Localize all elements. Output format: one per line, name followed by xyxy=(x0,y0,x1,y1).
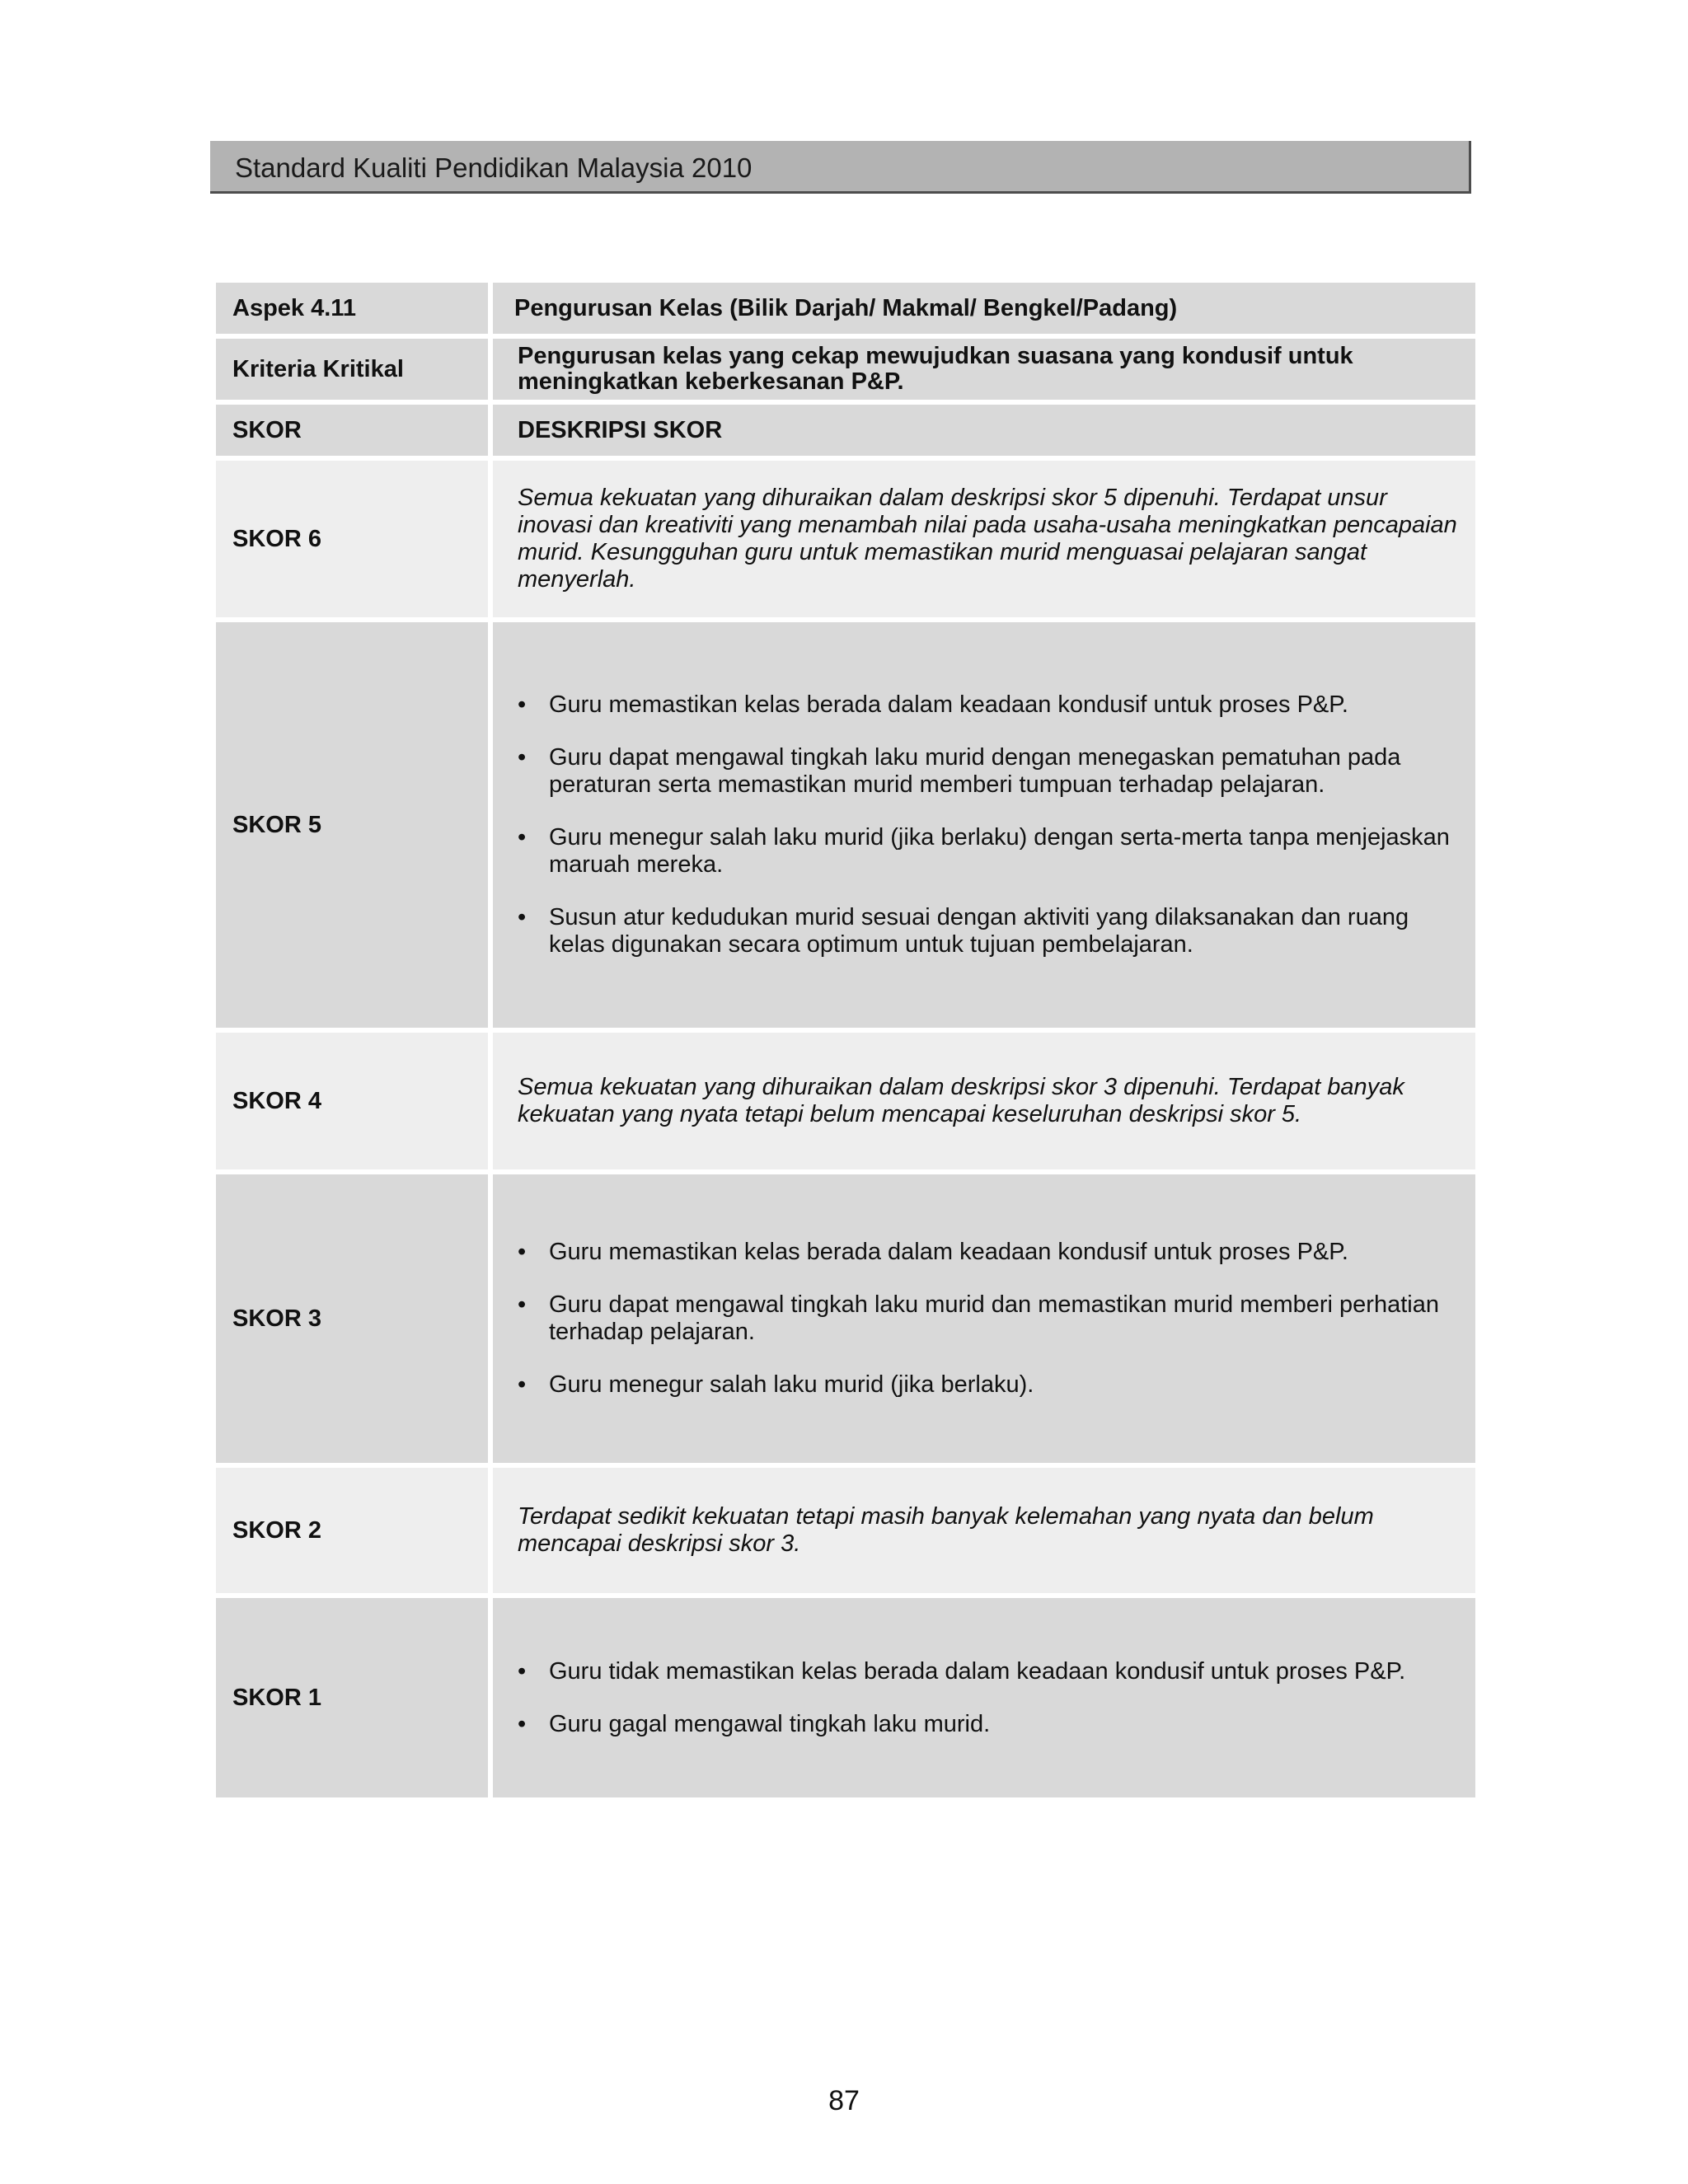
score-label-cell xyxy=(216,1174,488,1463)
bullet-marker: • xyxy=(518,1710,527,1737)
bullet-marker: • xyxy=(518,744,527,771)
bullet-item xyxy=(518,904,1467,958)
score-description-cell xyxy=(493,1598,1475,1797)
score-bullet-list xyxy=(518,1658,1467,1738)
bullet-item xyxy=(518,1658,1467,1685)
bullet-item xyxy=(518,1371,1467,1399)
aspek-value-cell xyxy=(493,283,1475,334)
bullet-marker: • xyxy=(518,691,527,718)
score-label-cell xyxy=(216,1033,488,1169)
score-description-cell xyxy=(493,1033,1475,1169)
bullet-marker: • xyxy=(518,1371,527,1398)
score-description-cell xyxy=(493,622,1475,1028)
score-label: SKOR 6 xyxy=(232,525,321,552)
bullet-item xyxy=(518,1711,1467,1738)
deskripsi-header-cell xyxy=(493,405,1475,456)
bullet-text: Guru gagal mengawal tingkah laku murid. xyxy=(549,1710,991,1737)
score-label-cell xyxy=(216,622,488,1028)
score-description: Semua kekuatan yang dihuraikan dalam deskripsi skor 5 dipenuhi. Terdapat unsur inovasi dan kreativiti yang menambah nilai pada usaha-usaha meningkatkan pencapaian murid. Kesungguhan guru untuk memastikan murid menguasai pelajaran sangat menyerlah. xyxy=(518,485,1457,593)
bullet-marker: • xyxy=(518,824,527,851)
bullet-item xyxy=(518,744,1467,799)
bullet-marker: • xyxy=(518,1291,527,1318)
score-description: Terdapat sedikit kekuatan tetapi masih banyak kelemahan yang nyata dan belum mencapai deskripsi skor 3. xyxy=(518,1503,1374,1557)
aspek-value: Pengurusan Kelas (Bilik Darjah/ Makmal/ Bengkel/Padang) xyxy=(514,294,1178,321)
bullet-text: Guru tidak memastikan kelas berada dalam keadaan kondusif untuk proses P&P. xyxy=(549,1657,1406,1685)
score-description-cell xyxy=(493,1174,1475,1463)
score-label: SKOR 1 xyxy=(232,1684,321,1711)
bullet-marker: • xyxy=(518,1657,527,1685)
score-description-cell xyxy=(493,1468,1475,1593)
score-description-cell xyxy=(493,461,1475,617)
bullet-text: Guru menegur salah laku murid (jika berlaku) dengan serta-merta tanpa menjejaskan maruah mereka. xyxy=(549,824,1450,878)
kriteria-value-cell xyxy=(493,339,1475,400)
kriteria-label: Kriteria Kritikal xyxy=(232,355,404,382)
aspek-label: Aspek 4.11 xyxy=(232,294,356,321)
score-label: SKOR 2 xyxy=(232,1516,321,1544)
skor-header-label: SKOR xyxy=(232,416,302,443)
score-label: SKOR 3 xyxy=(232,1305,321,1332)
bullet-text: Guru memastikan kelas berada dalam keadaan kondusif untuk proses P&P. xyxy=(549,691,1348,718)
bullet-marker: • xyxy=(518,904,527,930)
bullet-text: Guru menegur salah laku murid (jika berlaku). xyxy=(549,1371,1034,1398)
page-number: 87 xyxy=(828,2085,860,2116)
score-label-cell xyxy=(216,461,488,617)
score-description: Semua kekuatan yang dihuraikan dalam deskripsi skor 3 dipenuhi. Terdapat banyak kekuatan yang nyata tetapi belum mencapai keseluruhan deskripsi skor 5. xyxy=(518,1074,1404,1127)
score-bullet-list xyxy=(518,1239,1467,1399)
deskripsi-header-label: DESKRIPSI SKOR xyxy=(518,416,723,443)
bullet-item xyxy=(518,1239,1467,1266)
document-header-title: Standard Kualiti Pendidikan Malaysia 2010 xyxy=(235,152,753,183)
bullet-text: Susun atur kedudukan murid sesuai dengan aktiviti yang dilaksanakan dan ruang kelas digunakan secara optimum untuk tujuan pembelajaran. xyxy=(549,904,1409,958)
bullet-item xyxy=(518,1291,1467,1346)
score-label-cell xyxy=(216,1598,488,1797)
score-label: SKOR 5 xyxy=(232,811,321,838)
rubric-table xyxy=(216,283,1475,1797)
aspek-label-cell xyxy=(216,283,488,334)
score-label-cell xyxy=(216,1468,488,1593)
bullet-marker: • xyxy=(518,1239,527,1265)
bullet-text: Guru memastikan kelas berada dalam keadaan kondusif untuk proses P&P. xyxy=(549,1239,1348,1265)
bullet-item xyxy=(518,824,1467,879)
kriteria-value: Pengurusan kelas yang cekap mewujudkan suasana yang kondusif untuk meningkatkan keberkesanan P&P. xyxy=(518,343,1353,395)
score-bullet-list xyxy=(518,691,1467,958)
bullet-text: Guru dapat mengawal tingkah laku murid dan memastikan murid memberi perhatian terhadap pelajaran. xyxy=(549,1291,1439,1345)
bullet-item xyxy=(518,691,1467,719)
kriteria-label-cell xyxy=(216,339,488,400)
skor-header-cell xyxy=(216,405,488,456)
score-label: SKOR 4 xyxy=(232,1087,321,1114)
bullet-text: Guru dapat mengawal tingkah laku murid dengan menegaskan pematuhan pada peraturan serta memastikan murid memberi tumpuan terhadap pelajaran. xyxy=(549,744,1401,798)
document-header-bar xyxy=(210,141,1471,194)
